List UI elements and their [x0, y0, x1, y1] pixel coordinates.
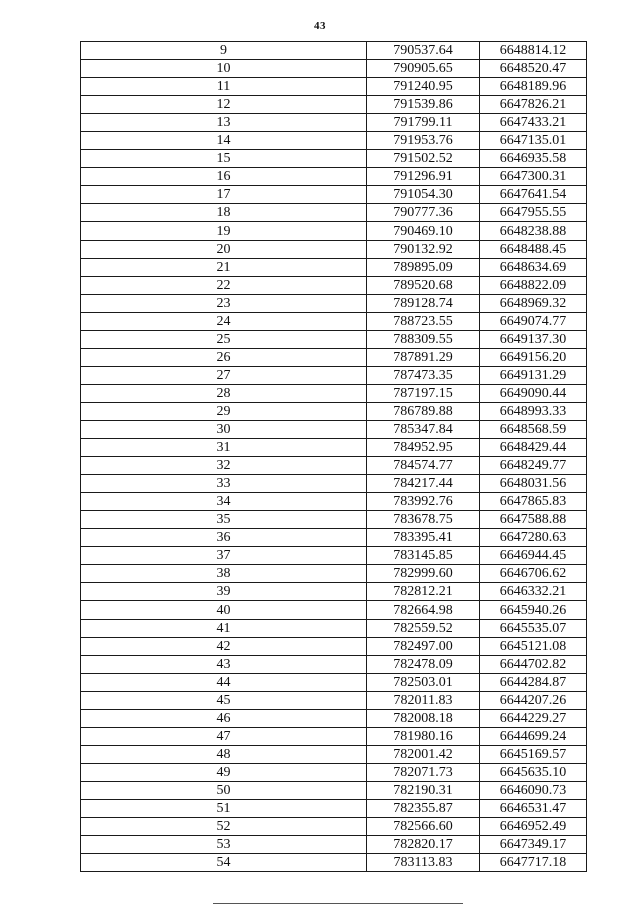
x-coordinate-cell: 787891.29	[367, 348, 480, 366]
table-row	[81, 781, 587, 799]
table-row	[81, 601, 587, 619]
table-row	[81, 673, 587, 691]
point-number-cell: 34	[81, 493, 367, 511]
point-number-cell: 28	[81, 384, 367, 402]
table-row	[81, 818, 587, 836]
table-row	[81, 204, 587, 222]
x-coordinate-cell: 791054.30	[367, 186, 480, 204]
y-coordinate-cell: 6645940.26	[480, 601, 587, 619]
point-number-cell: 49	[81, 763, 367, 781]
y-coordinate-cell: 6648429.44	[480, 439, 587, 457]
y-coordinate-cell: 6648520.47	[480, 60, 587, 78]
point-number-cell: 52	[81, 818, 367, 836]
table-row	[81, 763, 587, 781]
table-row	[81, 511, 587, 529]
table-row	[81, 258, 587, 276]
table-row	[81, 727, 587, 745]
y-coordinate-cell: 6647135.01	[480, 132, 587, 150]
point-number-cell: 46	[81, 709, 367, 727]
point-number-cell: 23	[81, 294, 367, 312]
table-row	[81, 457, 587, 475]
point-number-cell: 25	[81, 330, 367, 348]
point-number-cell: 16	[81, 168, 367, 186]
point-number-cell: 35	[81, 511, 367, 529]
x-coordinate-cell: 791296.91	[367, 168, 480, 186]
x-coordinate-cell: 782559.52	[367, 619, 480, 637]
y-coordinate-cell: 6646706.62	[480, 565, 587, 583]
table-row	[81, 330, 587, 348]
point-number-cell: 38	[81, 565, 367, 583]
table-row	[81, 475, 587, 493]
table-row	[81, 583, 587, 601]
x-coordinate-cell: 789520.68	[367, 276, 480, 294]
table-row	[81, 547, 587, 565]
x-coordinate-cell: 782355.87	[367, 799, 480, 817]
x-coordinate-cell: 782190.31	[367, 781, 480, 799]
x-coordinate-cell: 784217.44	[367, 475, 480, 493]
table-row	[81, 691, 587, 709]
table-row	[81, 836, 587, 854]
y-coordinate-cell: 6648031.56	[480, 475, 587, 493]
x-coordinate-cell: 783145.85	[367, 547, 480, 565]
point-number-cell: 45	[81, 691, 367, 709]
y-coordinate-cell: 6648822.09	[480, 276, 587, 294]
x-coordinate-cell: 783678.75	[367, 511, 480, 529]
table-row	[81, 402, 587, 420]
table-row	[81, 60, 587, 78]
x-coordinate-cell: 782503.01	[367, 673, 480, 691]
x-coordinate-cell: 784952.95	[367, 439, 480, 457]
point-number-cell: 50	[81, 781, 367, 799]
point-number-cell: 24	[81, 312, 367, 330]
table-row	[81, 348, 587, 366]
table-row	[81, 240, 587, 258]
x-coordinate-cell: 782566.60	[367, 818, 480, 836]
x-coordinate-cell: 791240.95	[367, 78, 480, 96]
x-coordinate-cell: 790132.92	[367, 240, 480, 258]
point-number-cell: 22	[81, 276, 367, 294]
x-coordinate-cell: 790469.10	[367, 222, 480, 240]
y-coordinate-cell: 6647717.18	[480, 854, 587, 872]
x-coordinate-cell: 789128.74	[367, 294, 480, 312]
point-number-cell: 51	[81, 799, 367, 817]
table-row	[81, 366, 587, 384]
point-number-cell: 42	[81, 637, 367, 655]
x-coordinate-cell: 791799.11	[367, 114, 480, 132]
y-coordinate-cell: 6648249.77	[480, 457, 587, 475]
table-row	[81, 150, 587, 168]
point-number-cell: 33	[81, 475, 367, 493]
y-coordinate-cell: 6649137.30	[480, 330, 587, 348]
x-coordinate-cell: 783395.41	[367, 529, 480, 547]
y-coordinate-cell: 6647826.21	[480, 96, 587, 114]
y-coordinate-cell: 6644229.27	[480, 709, 587, 727]
y-coordinate-cell: 6648969.32	[480, 294, 587, 312]
point-number-cell: 27	[81, 366, 367, 384]
point-number-cell: 17	[81, 186, 367, 204]
point-number-cell: 44	[81, 673, 367, 691]
point-number-cell: 9	[81, 42, 367, 60]
x-coordinate-cell: 787473.35	[367, 366, 480, 384]
point-number-cell: 12	[81, 96, 367, 114]
table-row	[81, 799, 587, 817]
x-coordinate-cell: 781980.16	[367, 727, 480, 745]
x-coordinate-cell: 789895.09	[367, 258, 480, 276]
x-coordinate-cell: 791953.76	[367, 132, 480, 150]
point-number-cell: 40	[81, 601, 367, 619]
point-number-cell: 47	[81, 727, 367, 745]
table-row	[81, 709, 587, 727]
coordinates-table	[80, 41, 587, 872]
x-coordinate-cell: 782664.98	[367, 601, 480, 619]
y-coordinate-cell: 6645169.57	[480, 745, 587, 763]
point-number-cell: 43	[81, 655, 367, 673]
y-coordinate-cell: 6645121.08	[480, 637, 587, 655]
point-number-cell: 10	[81, 60, 367, 78]
table-row	[81, 420, 587, 438]
point-number-cell: 39	[81, 583, 367, 601]
table-row	[81, 529, 587, 547]
y-coordinate-cell: 6647300.31	[480, 168, 587, 186]
x-coordinate-cell: 782999.60	[367, 565, 480, 583]
coordinates-table-body	[81, 42, 587, 872]
y-coordinate-cell: 6647641.54	[480, 186, 587, 204]
x-coordinate-cell: 782812.21	[367, 583, 480, 601]
point-number-cell: 31	[81, 439, 367, 457]
point-number-cell: 18	[81, 204, 367, 222]
point-number-cell: 26	[81, 348, 367, 366]
point-number-cell: 48	[81, 745, 367, 763]
page-number: 43	[314, 20, 326, 32]
x-coordinate-cell: 783992.76	[367, 493, 480, 511]
table-row	[81, 745, 587, 763]
point-number-cell: 11	[81, 78, 367, 96]
table-row	[81, 132, 587, 150]
y-coordinate-cell: 6644699.24	[480, 727, 587, 745]
x-coordinate-cell: 791502.52	[367, 150, 480, 168]
table-row	[81, 637, 587, 655]
table-row	[81, 42, 587, 60]
y-coordinate-cell: 6645535.07	[480, 619, 587, 637]
point-number-cell: 20	[81, 240, 367, 258]
point-number-cell: 30	[81, 420, 367, 438]
point-number-cell: 36	[81, 529, 367, 547]
point-number-cell: 14	[81, 132, 367, 150]
x-coordinate-cell: 785347.84	[367, 420, 480, 438]
y-coordinate-cell: 6648993.33	[480, 402, 587, 420]
y-coordinate-cell: 6648488.45	[480, 240, 587, 258]
y-coordinate-cell: 6648814.12	[480, 42, 587, 60]
y-coordinate-cell: 6647433.21	[480, 114, 587, 132]
x-coordinate-cell: 790777.36	[367, 204, 480, 222]
x-coordinate-cell: 784574.77	[367, 457, 480, 475]
point-number-cell: 53	[81, 836, 367, 854]
y-coordinate-cell: 6645635.10	[480, 763, 587, 781]
y-coordinate-cell: 6649156.20	[480, 348, 587, 366]
x-coordinate-cell: 790537.64	[367, 42, 480, 60]
table-row	[81, 565, 587, 583]
point-number-cell: 21	[81, 258, 367, 276]
x-coordinate-cell: 782011.83	[367, 691, 480, 709]
point-number-cell: 41	[81, 619, 367, 637]
table-row	[81, 294, 587, 312]
point-number-cell: 54	[81, 854, 367, 872]
y-coordinate-cell: 6644284.87	[480, 673, 587, 691]
y-coordinate-cell: 6648189.96	[480, 78, 587, 96]
point-number-cell: 29	[81, 402, 367, 420]
y-coordinate-cell: 6646332.21	[480, 583, 587, 601]
x-coordinate-cell: 782820.17	[367, 836, 480, 854]
table-row	[81, 619, 587, 637]
table-row	[81, 854, 587, 872]
table-row	[81, 78, 587, 96]
y-coordinate-cell: 6646952.49	[480, 818, 587, 836]
point-number-cell: 19	[81, 222, 367, 240]
x-coordinate-cell: 790905.65	[367, 60, 480, 78]
table-row	[81, 384, 587, 402]
y-coordinate-cell: 6647955.55	[480, 204, 587, 222]
table-row	[81, 493, 587, 511]
y-coordinate-cell: 6649074.77	[480, 312, 587, 330]
point-number-cell: 37	[81, 547, 367, 565]
x-coordinate-cell: 782497.00	[367, 637, 480, 655]
point-number-cell: 32	[81, 457, 367, 475]
y-coordinate-cell: 6644702.82	[480, 655, 587, 673]
y-coordinate-cell: 6646090.73	[480, 781, 587, 799]
point-number-cell: 15	[81, 150, 367, 168]
table-row	[81, 168, 587, 186]
x-coordinate-cell: 782478.09	[367, 655, 480, 673]
y-coordinate-cell: 6644207.26	[480, 691, 587, 709]
y-coordinate-cell: 6646944.45	[480, 547, 587, 565]
y-coordinate-cell: 6647349.17	[480, 836, 587, 854]
x-coordinate-cell: 791539.86	[367, 96, 480, 114]
y-coordinate-cell: 6648634.69	[480, 258, 587, 276]
y-coordinate-cell: 6647588.88	[480, 511, 587, 529]
table-row	[81, 222, 587, 240]
x-coordinate-cell: 788723.55	[367, 312, 480, 330]
y-coordinate-cell: 6648568.59	[480, 420, 587, 438]
x-coordinate-cell: 787197.15	[367, 384, 480, 402]
y-coordinate-cell: 6649090.44	[480, 384, 587, 402]
point-number-cell: 13	[81, 114, 367, 132]
x-coordinate-cell: 786789.88	[367, 402, 480, 420]
table-row	[81, 186, 587, 204]
x-coordinate-cell: 782071.73	[367, 763, 480, 781]
x-coordinate-cell: 788309.55	[367, 330, 480, 348]
y-coordinate-cell: 6648238.88	[480, 222, 587, 240]
table-row	[81, 276, 587, 294]
table-row	[81, 96, 587, 114]
table-row	[81, 114, 587, 132]
table-row	[81, 439, 587, 457]
table-row	[81, 312, 587, 330]
x-coordinate-cell: 782001.42	[367, 745, 480, 763]
table-row	[81, 655, 587, 673]
y-coordinate-cell: 6649131.29	[480, 366, 587, 384]
x-coordinate-cell: 783113.83	[367, 854, 480, 872]
footer-rule	[213, 903, 463, 904]
y-coordinate-cell: 6647865.83	[480, 493, 587, 511]
y-coordinate-cell: 6647280.63	[480, 529, 587, 547]
x-coordinate-cell: 782008.18	[367, 709, 480, 727]
y-coordinate-cell: 6646531.47	[480, 799, 587, 817]
y-coordinate-cell: 6646935.58	[480, 150, 587, 168]
